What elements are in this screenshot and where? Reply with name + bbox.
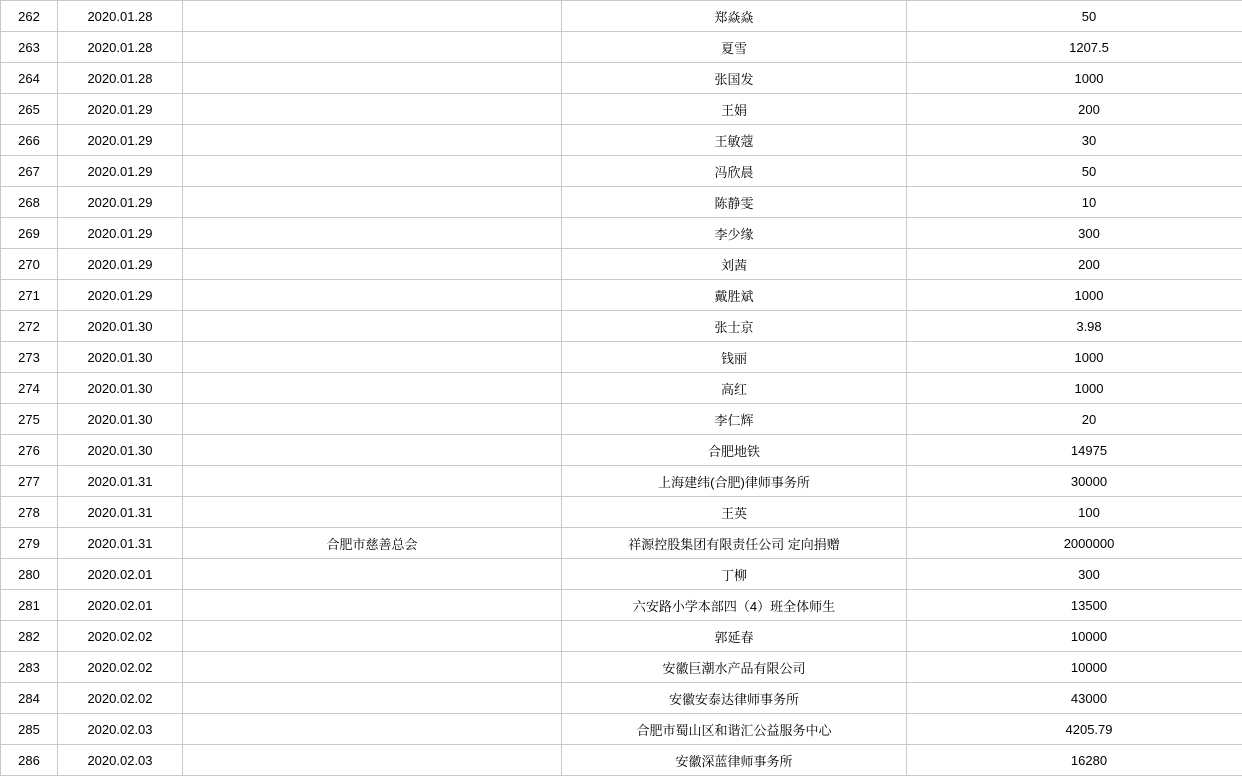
row-org-cell[interactable] bbox=[183, 280, 562, 311]
table-row[interactable] bbox=[1, 125, 1242, 156]
row-amount-cell[interactable]: 300 bbox=[907, 559, 1242, 590]
row-date-cell[interactable]: 2020.01.29 bbox=[58, 280, 183, 311]
row-donor-cell[interactable]: 上海建纬(合肥)律师事务所 bbox=[562, 466, 907, 497]
row-org-cell[interactable] bbox=[183, 187, 562, 218]
row-date-cell[interactable]: 2020.02.02 bbox=[58, 621, 183, 652]
row-amount-cell[interactable]: 1000 bbox=[907, 373, 1242, 404]
row-donor-cell[interactable]: 冯欣晨 bbox=[562, 156, 907, 187]
row-amount-cell[interactable]: 300 bbox=[907, 218, 1242, 249]
row-org-cell[interactable] bbox=[183, 249, 562, 280]
row-donor-cell[interactable]: 夏雪 bbox=[562, 32, 907, 63]
row-donor-cell[interactable]: 钱丽 bbox=[562, 342, 907, 373]
row-amount-cell[interactable]: 2000000 bbox=[907, 528, 1242, 559]
table-row[interactable] bbox=[1, 652, 1242, 683]
row-org-cell[interactable] bbox=[183, 621, 562, 652]
table-row[interactable] bbox=[1, 745, 1242, 776]
row-index-cell[interactable]: 280 bbox=[1, 559, 58, 590]
table-row[interactable] bbox=[1, 466, 1242, 497]
row-amount-cell[interactable]: 16280 bbox=[907, 745, 1242, 776]
row-amount-cell[interactable]: 200 bbox=[907, 249, 1242, 280]
row-donor-cell[interactable]: 合肥市蜀山区和谐汇公益服务中心 bbox=[562, 714, 907, 745]
row-date-cell[interactable]: 2020.01.29 bbox=[58, 156, 183, 187]
row-amount-cell[interactable]: 10000 bbox=[907, 652, 1242, 683]
row-donor-cell[interactable]: 王英 bbox=[562, 497, 907, 528]
row-date-cell[interactable]: 2020.01.28 bbox=[58, 32, 183, 63]
row-date-cell[interactable]: 2020.02.02 bbox=[58, 652, 183, 683]
table-row[interactable] bbox=[1, 342, 1242, 373]
row-donor-cell[interactable]: 张国发 bbox=[562, 63, 907, 94]
row-date-cell[interactable]: 2020.01.29 bbox=[58, 125, 183, 156]
table-row[interactable] bbox=[1, 621, 1242, 652]
row-amount-cell[interactable]: 30000 bbox=[907, 466, 1242, 497]
row-index-cell[interactable]: 278 bbox=[1, 497, 58, 528]
table-row[interactable] bbox=[1, 528, 1242, 559]
row-donor-cell[interactable]: 李少缘 bbox=[562, 218, 907, 249]
row-donor-cell[interactable]: 李仁辉 bbox=[562, 404, 907, 435]
row-index-cell[interactable]: 271 bbox=[1, 280, 58, 311]
row-date-cell[interactable]: 2020.01.28 bbox=[58, 63, 183, 94]
row-index-cell[interactable]: 266 bbox=[1, 125, 58, 156]
row-donor-cell[interactable]: 戴胜斌 bbox=[562, 280, 907, 311]
row-index-cell[interactable]: 268 bbox=[1, 187, 58, 218]
row-amount-cell[interactable]: 10000 bbox=[907, 621, 1242, 652]
row-donor-cell[interactable]: 王娟 bbox=[562, 94, 907, 125]
row-index-cell[interactable]: 279 bbox=[1, 528, 58, 559]
row-org-cell[interactable] bbox=[183, 683, 562, 714]
row-index-cell[interactable]: 275 bbox=[1, 404, 58, 435]
table-row[interactable] bbox=[1, 311, 1242, 342]
row-donor-cell[interactable]: 郑焱焱 bbox=[562, 1, 907, 32]
row-org-cell[interactable] bbox=[183, 590, 562, 621]
row-index-cell[interactable]: 281 bbox=[1, 590, 58, 621]
table-row[interactable] bbox=[1, 280, 1242, 311]
row-amount-cell[interactable]: 20 bbox=[907, 404, 1242, 435]
row-amount-cell[interactable]: 50 bbox=[907, 1, 1242, 32]
row-date-cell[interactable]: 2020.01.30 bbox=[58, 435, 183, 466]
row-org-cell[interactable] bbox=[183, 559, 562, 590]
row-index-cell[interactable]: 274 bbox=[1, 373, 58, 404]
row-amount-cell[interactable]: 50 bbox=[907, 156, 1242, 187]
table-row[interactable] bbox=[1, 156, 1242, 187]
row-amount-cell[interactable]: 10 bbox=[907, 187, 1242, 218]
row-org-cell[interactable] bbox=[183, 1, 562, 32]
table-row[interactable] bbox=[1, 63, 1242, 94]
row-org-cell[interactable] bbox=[183, 652, 562, 683]
table-row[interactable] bbox=[1, 32, 1242, 63]
row-date-cell[interactable]: 2020.02.03 bbox=[58, 714, 183, 745]
row-date-cell[interactable]: 2020.01.29 bbox=[58, 218, 183, 249]
table-row[interactable] bbox=[1, 497, 1242, 528]
row-org-cell[interactable] bbox=[183, 125, 562, 156]
row-date-cell[interactable]: 2020.01.31 bbox=[58, 497, 183, 528]
row-org-cell[interactable] bbox=[183, 156, 562, 187]
row-donor-cell[interactable]: 郭延春 bbox=[562, 621, 907, 652]
row-date-cell[interactable]: 2020.01.28 bbox=[58, 1, 183, 32]
row-date-cell[interactable]: 2020.02.03 bbox=[58, 745, 183, 776]
row-donor-cell[interactable]: 合肥地铁 bbox=[562, 435, 907, 466]
row-index-cell[interactable]: 276 bbox=[1, 435, 58, 466]
table-row[interactable] bbox=[1, 404, 1242, 435]
row-index-cell[interactable]: 277 bbox=[1, 466, 58, 497]
row-index-cell[interactable]: 263 bbox=[1, 32, 58, 63]
row-amount-cell[interactable]: 14975 bbox=[907, 435, 1242, 466]
row-date-cell[interactable]: 2020.01.29 bbox=[58, 94, 183, 125]
row-org-cell[interactable] bbox=[183, 497, 562, 528]
row-amount-cell[interactable]: 13500 bbox=[907, 590, 1242, 621]
row-index-cell[interactable]: 267 bbox=[1, 156, 58, 187]
row-donor-cell[interactable]: 丁柳 bbox=[562, 559, 907, 590]
table-row[interactable] bbox=[1, 249, 1242, 280]
row-index-cell[interactable]: 273 bbox=[1, 342, 58, 373]
row-date-cell[interactable]: 2020.01.29 bbox=[58, 187, 183, 218]
row-index-cell[interactable]: 265 bbox=[1, 94, 58, 125]
row-org-cell[interactable] bbox=[183, 63, 562, 94]
table-row[interactable] bbox=[1, 683, 1242, 714]
row-date-cell[interactable]: 2020.02.01 bbox=[58, 559, 183, 590]
row-date-cell[interactable]: 2020.01.31 bbox=[58, 528, 183, 559]
row-donor-cell[interactable]: 安徽巨潮水产品有限公司 bbox=[562, 652, 907, 683]
table-row[interactable] bbox=[1, 1, 1242, 32]
row-amount-cell[interactable]: 1207.5 bbox=[907, 32, 1242, 63]
row-org-cell[interactable] bbox=[183, 745, 562, 776]
row-date-cell[interactable]: 2020.02.02 bbox=[58, 683, 183, 714]
row-amount-cell[interactable]: 30 bbox=[907, 125, 1242, 156]
row-date-cell[interactable]: 2020.01.30 bbox=[58, 311, 183, 342]
row-donor-cell[interactable]: 安徽深蓝律师事务所 bbox=[562, 745, 907, 776]
row-org-cell[interactable] bbox=[183, 32, 562, 63]
row-org-cell[interactable] bbox=[183, 404, 562, 435]
row-date-cell[interactable]: 2020.01.30 bbox=[58, 342, 183, 373]
table-row[interactable] bbox=[1, 94, 1242, 125]
row-amount-cell[interactable]: 100 bbox=[907, 497, 1242, 528]
row-index-cell[interactable]: 286 bbox=[1, 745, 58, 776]
row-org-cell[interactable] bbox=[183, 435, 562, 466]
row-amount-cell[interactable]: 3.98 bbox=[907, 311, 1242, 342]
row-amount-cell[interactable]: 4205.79 bbox=[907, 714, 1242, 745]
table-row[interactable] bbox=[1, 218, 1242, 249]
row-amount-cell[interactable]: 1000 bbox=[907, 280, 1242, 311]
row-amount-cell[interactable]: 43000 bbox=[907, 683, 1242, 714]
row-donor-cell[interactable]: 六安路小学本部四（4）班全体师生 bbox=[562, 590, 907, 621]
table-row[interactable] bbox=[1, 714, 1242, 745]
table-row[interactable] bbox=[1, 559, 1242, 590]
table-row[interactable] bbox=[1, 435, 1242, 466]
table-row[interactable] bbox=[1, 373, 1242, 404]
row-date-cell[interactable]: 2020.01.30 bbox=[58, 404, 183, 435]
table-body bbox=[1, 1, 1242, 776]
row-index-cell[interactable]: 285 bbox=[1, 714, 58, 745]
table-row[interactable] bbox=[1, 187, 1242, 218]
row-index-cell[interactable]: 270 bbox=[1, 249, 58, 280]
table-row[interactable] bbox=[1, 590, 1242, 621]
row-index-cell[interactable]: 262 bbox=[1, 1, 58, 32]
row-date-cell[interactable]: 2020.01.29 bbox=[58, 249, 183, 280]
row-donor-cell[interactable]: 安徽安泰达律师事务所 bbox=[562, 683, 907, 714]
row-donor-cell[interactable]: 王敏蔻 bbox=[562, 125, 907, 156]
row-org-cell[interactable] bbox=[183, 466, 562, 497]
row-org-cell[interactable] bbox=[183, 714, 562, 745]
row-amount-cell[interactable]: 1000 bbox=[907, 342, 1242, 373]
row-index-cell[interactable]: 272 bbox=[1, 311, 58, 342]
row-org-cell[interactable] bbox=[183, 373, 562, 404]
row-donor-cell[interactable]: 刘茜 bbox=[562, 249, 907, 280]
row-donor-cell[interactable]: 高红 bbox=[562, 373, 907, 404]
row-index-cell[interactable]: 282 bbox=[1, 621, 58, 652]
row-index-cell[interactable]: 269 bbox=[1, 218, 58, 249]
row-amount-cell[interactable]: 1000 bbox=[907, 63, 1242, 94]
row-date-cell[interactable]: 2020.02.01 bbox=[58, 590, 183, 621]
row-org-cell[interactable] bbox=[183, 218, 562, 249]
row-org-cell[interactable] bbox=[183, 311, 562, 342]
row-index-cell[interactable]: 283 bbox=[1, 652, 58, 683]
row-amount-cell[interactable]: 200 bbox=[907, 94, 1242, 125]
row-date-cell[interactable]: 2020.01.31 bbox=[58, 466, 183, 497]
row-org-cell[interactable] bbox=[183, 342, 562, 373]
row-org-cell[interactable]: 合肥市慈善总会 bbox=[183, 528, 562, 559]
row-donor-cell[interactable]: 张士京 bbox=[562, 311, 907, 342]
row-donor-cell[interactable]: 祥源控股集团有限责任公司 定向捐赠 bbox=[562, 528, 907, 559]
row-date-cell[interactable]: 2020.01.30 bbox=[58, 373, 183, 404]
row-donor-cell[interactable]: 陈静雯 bbox=[562, 187, 907, 218]
row-org-cell[interactable] bbox=[183, 94, 562, 125]
row-index-cell[interactable]: 284 bbox=[1, 683, 58, 714]
row-index-cell[interactable]: 264 bbox=[1, 63, 58, 94]
